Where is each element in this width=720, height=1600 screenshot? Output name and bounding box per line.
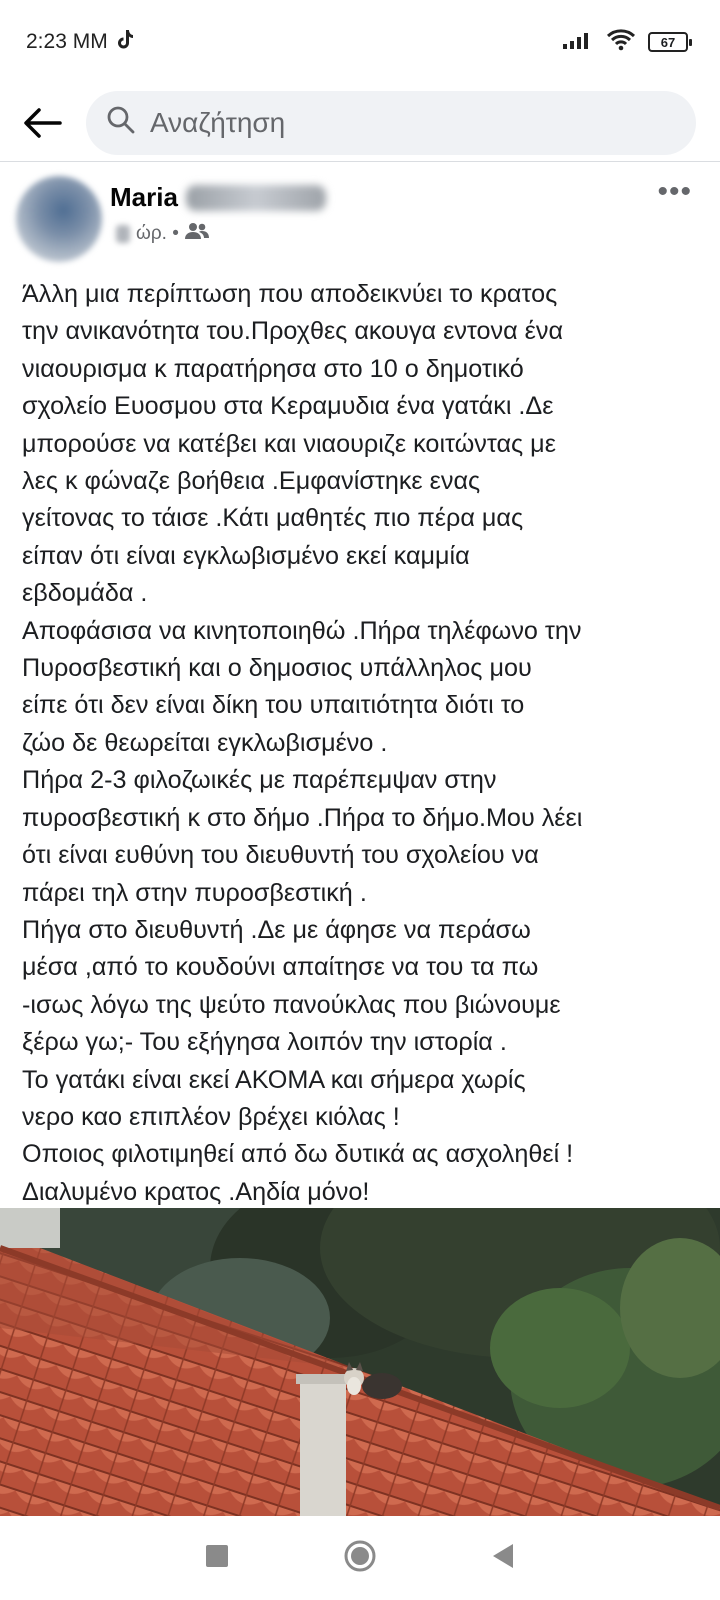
signal-icon bbox=[562, 30, 594, 55]
clock: 2:23 ΜΜ bbox=[26, 30, 108, 53]
post-photo[interactable] bbox=[0, 1208, 720, 1516]
status-bar bbox=[0, 0, 720, 84]
back-arrow-icon[interactable] bbox=[22, 100, 68, 146]
friends-icon bbox=[185, 222, 209, 246]
post-meta bbox=[116, 222, 209, 246]
more-options-icon[interactable]: ••• bbox=[657, 175, 692, 208]
search-header bbox=[0, 84, 720, 162]
post-time[interactable]: ώρ. • bbox=[136, 223, 179, 244]
square-icon[interactable] bbox=[205, 1544, 229, 1573]
tiktok-icon bbox=[116, 29, 134, 55]
battery-level: 67 bbox=[660, 34, 676, 50]
post-text: Άλλη μια περίπτωση που αποδεικνύει το κρατος την ανικανότητα του.Προχθες ακουγα εντονα ένα νιαουρισμα κ παρατήρησα στο 10 ο δημοτικό σχολείο Ευοσμου στα Κεραμυδια ένα γατάκι .Δε μπορούσε να κατέβει και νιαουριζε κοιτώντας με λες κ φώναζε βοήθεια .Εμφανίστηκε ενας γείτονας το τάισε .Κάτι μαθητές πιο πέρα μας είπαν ότι είναι εγκλωβισμένο εκεί καμμία εβδομάδα . Αποφάσισα να κινητοποιηθώ .Πήρα τηλέφωνο την Πυροσβεστική και ο δημοσιος υπάλληλος μου είπε ότι δεν είναι δίκη του υπαιτιότητα διότι το ζώο δε θεωρείται εγκλωβισμένο . Πήρα 2-3 φιλοζωικές με παρέπεμψαν στην πυροσβεστική κ στο δήμο .Πήρα το δήμο.Μου λέει ότι είναι ευθύνη του διευθυντή του σχολείου να πάρει τηλ στην πυροσβεστική . Πήγα στο διευθυντή .Δε με άφησε να περάσω μέσα ,από το κουδούνι απαίτησε να του τα πω -ισως λόγω της ψεύτο πανούκλας που βιώνουμε ξέρω γω;- Του εξήγησα λοιπόν την ιστορία . Το γατάκι είναι εκεί ΑΚΟΜΑ και σήμερα χωρίς νερο καο επιπλέον βρέχει κιόλας ! Οποιος φιλοτιμηθεί από δω δυτικά ας ασχοληθεί ! Διαλυμένο κρατος .Αηδία μόνο! bbox=[22, 280, 583, 1206]
status-left bbox=[26, 29, 134, 55]
search-icon bbox=[106, 105, 136, 140]
status-right bbox=[562, 29, 688, 56]
blurred-surname bbox=[186, 185, 326, 211]
search-bar[interactable] bbox=[86, 91, 696, 155]
wifi-icon bbox=[606, 29, 636, 56]
battery-icon bbox=[648, 32, 688, 52]
system-nav-bar bbox=[0, 1516, 720, 1600]
blurred-time bbox=[116, 225, 130, 243]
post-header bbox=[0, 170, 720, 260]
photo-drawing bbox=[0, 1208, 720, 1516]
author-row bbox=[110, 182, 326, 213]
triangle-back-icon[interactable] bbox=[491, 1543, 515, 1574]
author-name[interactable]: Maria bbox=[110, 182, 178, 212]
search-input[interactable] bbox=[150, 107, 676, 139]
circle-icon[interactable] bbox=[343, 1539, 377, 1578]
avatar[interactable] bbox=[16, 176, 102, 262]
